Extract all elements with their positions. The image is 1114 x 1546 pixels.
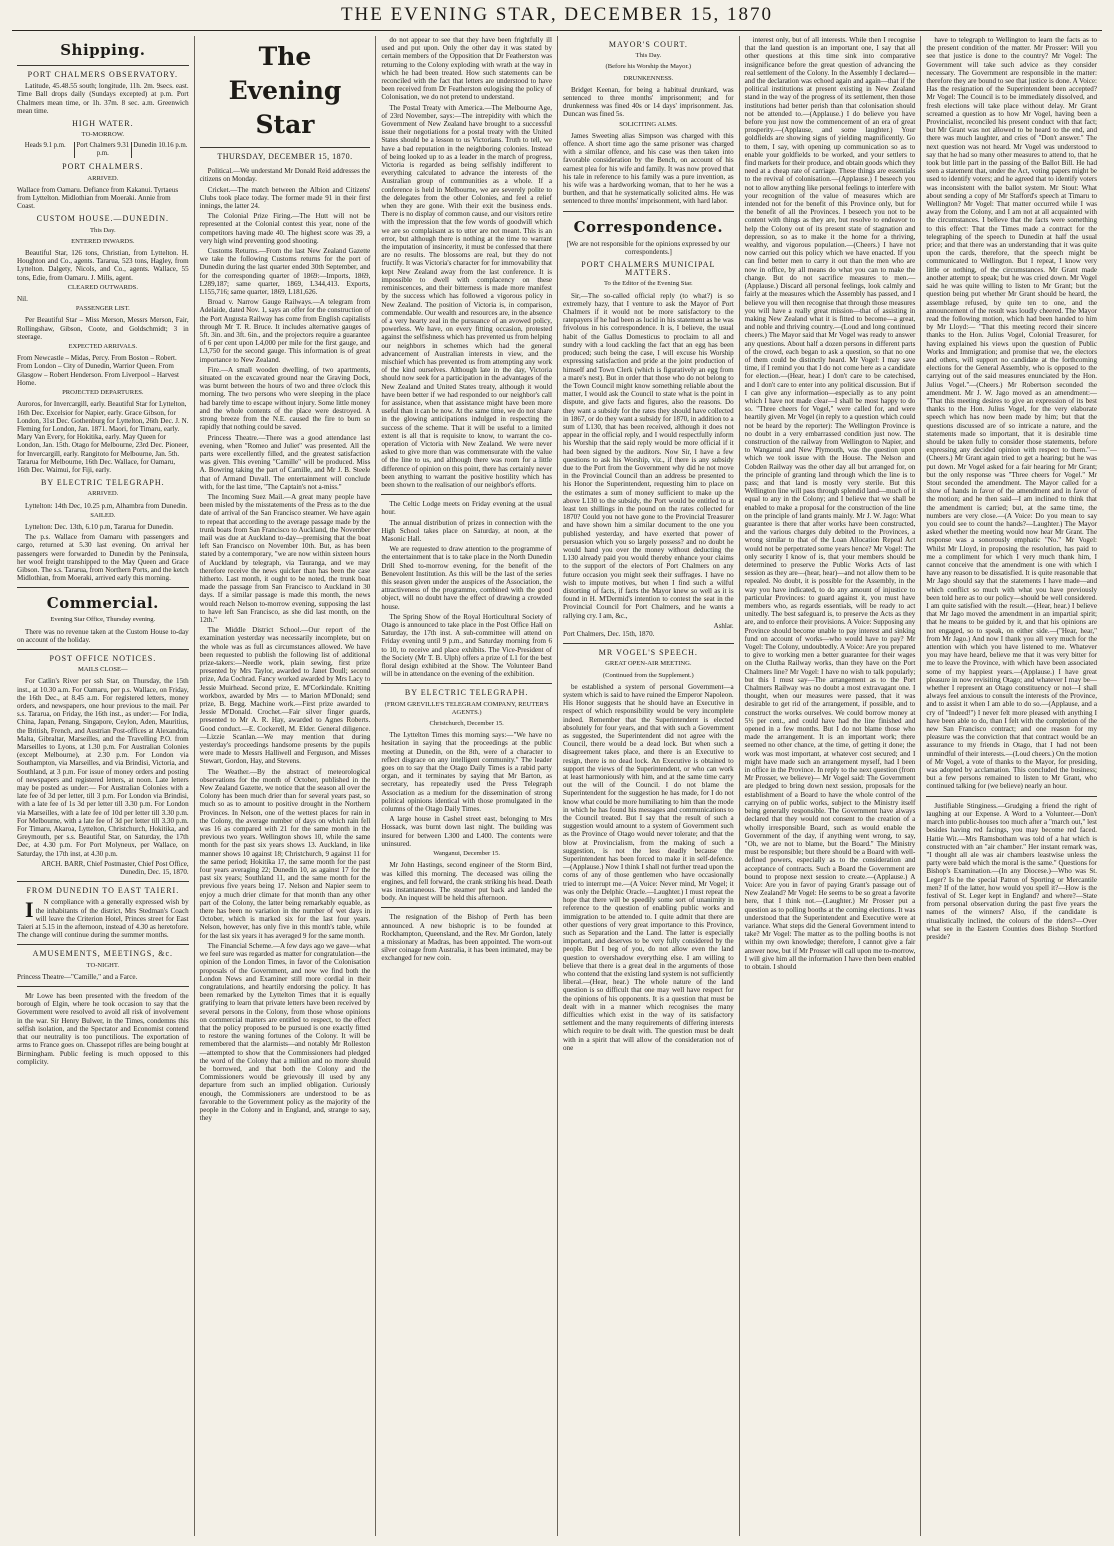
arrived-heading: PORT CHALMERS.	[62, 162, 144, 172]
electric-arrived-label: ARRIVED.	[87, 490, 119, 498]
electric-arrived-text: Lyttelton: 14th Dec, 10.25 p.m, Alhambra from Dunedin.	[25, 501, 188, 510]
commercial-office: Evening Star Office, Thursday evening.	[50, 616, 156, 624]
article-weather: The Weather.—By the abstract of meteorological observations for the month of October, published in the New Zealand Gazette, we notice that the season all over the Colony has been much drier than for several years past, so much so as to amount to positive drought in the Northern Provinces. In Nelson, one of the wettest places for rain in the Colony, the average number of days on which rain fell was 16 as compared with 21 for the same month in the previous two years. Wellington shows 10, while the same month for the past six years shows 13. Auckland, in like manner shows 10 against 18; Christchurch, 9 against 11 for the same period; Hokitika 17, the same month for the past four years averaging 22; Dunedin 10, as against 17 for the past six years; Southland 11, and the same month for the previous five years being 17. Nelson and Napier seem to enjoy a much drier climate for that month than any other part of the Colony, the latter being remarkably equable, as there has been no variation in the number of wet days in October, which is marked six for the last four years. Nelson, however, has only five in this month's table, while for the last six years it has averaged 9 for the same month.	[199, 767, 371, 940]
observatory-text: Latitude, 45.48.55 south; longitude, 11h. 2m. 9secs. east. Time Ball drops daily (Sundays excepted) at p.m. Port Chalmers mean time, or 1h. 37m. 8 sec. a.m. Greenwich mean time.	[17, 82, 189, 115]
passenger-label: PASSENGER LIST.	[75, 305, 130, 313]
telegraph-sub: (FROM GREVILLE'S TELEGRAM COMPANY, REUTER'S AGENTS.)	[384, 700, 549, 716]
correspondence-note: [We are not responsible for the opinions expressed by our correspondents.]	[566, 239, 731, 256]
article-celtic-lodge: The Celtic Lodge meets on Friday evening at the usual hour.	[381, 500, 552, 517]
divider	[381, 494, 552, 495]
projected-text: Auroros, for Invercargill, early. Beautiful Star for Lyttelton, 16th Dec. Excelsior for Napier, early. Grace Gibson, for London, 31st Dec. Gothenburg for Lyttelton, 26th Dec. J. N. Fleming for London, Jan. 1871. Maori, for Timaru, early. Mary Van Every, for Hokitika, early. May Queen for London, Jan. 15th. Otago for Melbourne, 23rd Dec. Pioneer, for Invercargill, early. Rangitoto for Melbourne, Jan. 5th. Tararua for Melbourne, 16th Dec. Wallace, for Oamaru, 16th Dec. Waimui, for Fiji, early.	[17, 400, 189, 474]
column-3	[375, 36, 557, 1536]
entered-text: Beautiful Star, 126 tons, Christian, from Lyttelton. H. Houghton and Co., agents. Tararua, 523 tons, Hagley, from Lyttelton. Dalgety, Nicols, and Co., agents. Wallace, 55 tons, Edie, from Oamaru. J. Mills, agent.	[17, 249, 189, 282]
masthead: THE EVENING STAR, DECEMBER 15, 1870	[12, 0, 1102, 31]
tide-heads: Heads 9.1 p.m.	[24, 142, 66, 150]
article-gauge: Broad v. Narrow Gauge Railways.—A telegram from Adelaide, dated Nov. 1, says an offer for the construction of the Port Augusta Railway has come from English capitalists through Mr T. R. Bruce. It includes alternative gauges of 5ft. 3in. and 3ft. 6in., and the projectors require a guarantee of 6 per cent upon L4,000 per mile for the first gauge, and L3,750 for the second gauge. This information is of great importance to New Zealand.	[199, 298, 371, 364]
cleared-text: Nil.	[17, 295, 28, 304]
letter-heading: PORT CHALMERS MUNICIPAL MATTERS.	[581, 260, 716, 278]
article-entertainment: We are requested to draw attention to the programme of the entertainment that is to take place in the North Dunedin Drill Shed to-morrow evening, for the benefit of the Benevolent Institution. As this will be the last of the series this season given under the auspices of the Association, the attractiveness of the programme, combined with the good object, will no doubt have the effect of drawing a crowded house.	[381, 545, 552, 611]
observatory-heading: PORT CHALMERS OBSERVATORY.	[27, 70, 178, 79]
divider	[563, 643, 734, 644]
divider	[17, 587, 189, 588]
column-4	[557, 36, 739, 1536]
article-prize-firing: The Colonial Prize Firing.—The Hutt will not be represented at the Colonial contest this year, none of the competitors having made 40. The highest score was 39, a very high wind preventing good shooting.	[199, 212, 371, 245]
article-financial: The Financial Scheme.—A few days ago we gave—what we feel sure was regarded as matter for congratulation—the opinion of the London Times, in favor of the Colonisation proposals of the Government, and now we find both the London News and Examiner still more cordial in their congratulations, and heartily endorsing the policy. It has been remarked by the Lyttelton Times that it is equally gratifying to learn that private letters have been received by several persons in the Colony, from those whose opinions on commercial matters are entitled to respect, to the effect that the policy proposed to be pursued is one exactly fitted to restore the waning fortunes of the Colony. It will be remembered that the alarmists—and notably Mr Rolleston—attempted to show that the Commissioners had pledged the word of the Colony that a million and no more should be borrowed, and that both the Colony and the Commissioners would be grievously ill used by any departure from such an implied obligation. Curiously enough, the Commissioners are understood to be as favorable to the Government policy as the majority of the people in the Colony and in England, and, strange to say, they	[199, 941, 371, 1123]
drunkenness-heading: DRUNKENNESS.	[623, 74, 674, 82]
divider	[17, 65, 189, 66]
taieri-heading: FROM DUNEDIN TO EAST TAIERI.	[26, 886, 180, 896]
article-school: The Middle District School.—Our report of the examination yesterday was necessarily incomplete, but on the whole was as full as circumstances allowed. We have been requested to publish the following list of additional prize-takers:—Needle work, plain sewing, first prize presented by Mrs Taylor, awarded to Janet Doull; second prize, Ada Cochrad. Fancy worked awarded by Mrs Lacy to Jessie Muirhead. Second prize, E. M'Corkindale. Knitting workbox, awarded by Mrs — to Marion M'Donald; send prize, B. Begg. Machine work.—First prize awarded to Jessie M'Donald. Crochet.—Fair silver finger guards, presented to Mr A. R. Hay, awarded to Agnes Roberts. Good conduct.—E. Cockerell, M. Elder. General diligence.—Lizzie Scanlan.—We may mention that during yesterday's proceedings handsome presents by the pupils were made to Messrs Halliwell and Ferguson, and Misses Stewart, Gordon, Hay, and Stevens.	[199, 626, 371, 766]
divider	[17, 649, 189, 650]
letter-date: Port Chalmers, Dec. 15th, 1870.	[563, 630, 655, 638]
letter-signature: Ashlar.	[713, 621, 734, 630]
shipping-heading: Shipping.	[60, 41, 146, 59]
entered-label: ENTERED INWARDS.	[71, 237, 135, 245]
divider	[17, 944, 189, 945]
taieri-text	[17, 898, 189, 939]
issue-date: THURSDAY, DECEMBER 15, 1870.	[217, 152, 353, 161]
divider	[200, 147, 371, 148]
paper-title: The Evening Star	[228, 42, 342, 139]
wanganui-text: Mr John Hastings, second engineer of the Storm Bird, was killed this morning. The deceased was oiling the engines, and fell forward, the crank striking his head. Death was instantaneous. The steamer put back and landed the body. An inquest will be held this afternoon.	[381, 861, 552, 903]
commercial-text: There was no revenue taken at the Custom House to-day on account of the holiday.	[17, 627, 189, 644]
electric-note: The p.s. Wallace from Oamaru with passengers and cargo, returned at 5.30 last evening. On arrival her passengers were forwarded to Dunedin by the Peninsula, her wool freight transhipped to the May Queen and Grace Gibson. The s.s. Tararua, from Northern Ports, and the ketch Midlothian, from Moeraki, arrived early this morning.	[17, 533, 189, 583]
tide-dunedin: Dunedin 10.16 p.m.	[131, 142, 189, 158]
cleared-label: CLEARED OUTWARDS.	[67, 283, 138, 291]
article-political: Political.—We understand Mr Donald Reid addresses the citizens on Monday.	[199, 167, 371, 184]
post-sub: MAILS CLOSE—	[78, 666, 128, 674]
tide-port-chalmers: Port Chalmers 9.31 p.m.	[74, 142, 132, 158]
article-postal-treaty: The Postal Treaty with America.—The Melbourne Age, of 23rd November, says:—The intrepidity with which the Government of New Zealand have brought to a successful issue their negotiations for a postal treaty with the United States should be a lesson to us Victorians. Truth to tell, we have a bad reputation in the neighboring colonies. Instead of being looked up to as a leader in the march of progress, Victoria is regarded as being selfishly indifferent to everything calculated to advance the interests of the Australian group of communities as a whole. If a conference is held in Melbourne, we are severely polite to the delegates from the other Colonies, and feel a relief when they are gone. With their exit the business ends. There is no display of common cause, and our visitors retire with the impression that the few words of goodwill which we are so complaisant as to utter are not meant. This is an error, but although there is nothing at the time to warrant the imputation of insincerity, it must be confessed that there are no results. The blossoms are real, but they do not fructify. It was Victoria's character for for immovability that kept New Zealand away from the last conference. It is impossible to dwell with complacency on these reminiscences, and their bitterness is made more manifest by the success which has followed a vigorous policy in New Zealand. The position of Victoria is, in comparison, commendable. Our wealth and resources are, in the absence of a very hearty zeal in the pursuance of an avowed policy, powerless. We have, on every fitting occasion, protested against the selfishness which has prevented us from helping our neighbors in schemes which had the general advancement of Australian interests in view, and the mischief which has prevented us from attempting any work of the kind ourselves. Although late in the day, Victoria should now seek for a participation in the advantages of the New Zealand and United States treaty, although it would have been better if we had responded to our neighbor's call for assistance, when that assistance might have been more useful than it can be now. At the same time, we do not share in the glowing anticipations indulged in respecting the success of the scheme. That it will be useful to a limited extent is all that is requisite to know, to warrant the co-operation of Victoria with New Zealand. We were never asked to give more than was commensurate with the value of the line to us, and although there was room for a little difference of opinion on this point, there has certainly never been anything to warrant the positive hostility which has been shown to the realisation of our neighbor's efforts.	[381, 103, 552, 489]
columns	[12, 36, 1102, 1536]
column-2	[194, 36, 376, 1536]
court-day: This Day.	[635, 52, 662, 60]
article-customs: Customs Returns.—From the last New Zealand Gazette we take the following Customs returns for the port of Dunedin during the last quarter ended 30th September, and for the corresponding quarter of 1869:—Imports, 1869, L289,187; same quarter, 1869, L344,413. Exports, L155,716; same quarter, 1869, L181,626.	[199, 247, 371, 297]
article-high-school: The annual distribution of prizes in connection with the High School takes place on Saturday, at noon, at the Masonic Hall.	[381, 518, 552, 543]
christchurch-text: The Lyttelton Times this morning says:—"We have no hesitation in saying that the proceedings at the public meeting at Dunedin, on the 8th, were of a character to reflect disgrace on any intelligent community." The leader goes on to say that the Otago Daily Times is a rabid party organ, and it terminates by saying that Mr Barton, as secretary, has repeatedly used the Press Telegraph Association as a medium for the dissemination of strong political opinions identical with those promulgated in the columns of the Otago Daily Times.	[381, 731, 552, 814]
letter-text: Sir,—The so-called official reply (to what?) is so extremely hazy, that I venture to ask the Mayor of Port Chalmers if it would not be more satisfactory to the ratepayers if he had been as lucid in his statement as he was frivolous in his correspondence. It is, I believe, the usual habit of the Gallus Domesticus to proclaim to all and sundry with a loud cackling the fact that an egg has been produced; such being the case, I will excuse his Worship expressing satisfaction and pride at the joint production of himself and Town Clerk (which is figuratively an egg from a mare's nest). But in order that those who do not belong to the Town Council might know something reliable about the matter, I would ask the Council to state what is the point in dispute, and give facts and figures, also the reasons. Do they want a subsidy for the rates they should have collected in 1867, or do they want a subsidy for 1870, in addition to a sum of L130, that has been received, although it does not appear in the official reply, and I would respectfully inform his Worship that the said reply would be more official if it had been signed by the auditors. Now Sir, I have a few questions to ask his Worship, viz., if there is any subsidy due to the Port from the Government why did he not move in the Provincial Council than an address be presented to his Honor the Superintendent, requesting him to place on the estimates a sum of money sufficient to make up the above L130 to the subsidy, the Port would be entitled to at least ten shillings in the pound on the rates collected for 1870? Could you not have gone to the Provincial Treasurer and have shown him a similar document to the one you published yesterday, and have exerted that power of persuasion which you so largely possess? and no doubt he would hand you over the money without deducting the L130 already paid you would thereby enhance your claims to the support of the electors of Port Chalmers on any future occasion you might seek their suffrages. I have no wish to impute motives, but when I find such a wilful distorting of facts, if facts the Mayor knew so well as it is found in H. M'Dermid's intention to contest the seat in the Provincial Council for Port Chalmers, and he wants a rallying cry. I am, &c.,	[563, 291, 734, 620]
electric-sailed-text: Lyttelton: Dec. 13th, 6.10 p.m, Tararua for Dunedin.	[25, 522, 174, 531]
wanganui-dateline: Wanganui, December 15.	[433, 850, 501, 858]
divider	[381, 683, 552, 684]
speech-text-end: have to telegraph to Wellington to learn the facts as to the present condition of the matter. Mr Prosser: Will you see that justice is done to the country? Mr Vogel: The Government will take such advice as they consider necessary. The Government are responsible in the matter: therefore they are bound to see that justice is done. A Voice: Has the resignation of the Superintendent been accepted? Mr Vogel: The Council is to be immediately dissolved, and fresh elections will take place without delay. Mr Grant screamed a question as to how Mr Vogel, having been a Provincialist, reconciled his present conduct with that fact; but Mr Grant was not allowed to be heard to the end, and there was much laughter, and cries of "Don't answer." The next question was not heard. Mr Vogel was understood to say that he had so many other measures to attend to, that he took but little part in the passing of the Ballot Bill. He had seen a statement that, under the Act, voting papers might be used to identify voters; and he agreed that to identify voters was inconsistent with the ballot system. Mr Stout: What about sending a copy of Mr Stafford's speech at Timaru to Wellington? Mr Vogel: That matter occurred while I was away from the Colony, and I am not at all acquainted with the circumstances. I believe that the facts were something to this effect: That the Times made a contract for the telegraphing of the speech to Dunedin at half the usual price; and that there was an understanding that it was quite upon the cards, therefore, that the speech might be communicated to Wellington. But I repeat, I know very little or nothing, of the circumstances. Mr Grant made another attempt to speak; but he was cried down. Mr Vogel said he was quite willing to listen to Mr Grant; but the question being put whether Mr Grant should be heard, the assemblage refused, by quite ten to one, and the announcement of the result was loudly cheered. The Mayor read the following motion, which had been handed to him by Mr Lloyd:— "That this meeting record their sincere thanks to the Hon. Julius Vogel, Colonial Treasurer, for having explained his views upon the question of Public Works and Immigration; and promise that we, the electors and others, will support no candidate at the forthcoming elections for the General Assembly, who is opposed to the carrying out of the said measures enunciated by the Hon. Julius Vogel."—(Cheers.) Mr Robertson seconded the amendment. Mr J. W. Jago moved as an amendment:— "That this meeting desires to give an expression of its best thanks to the Hon. Julius Vogel, for the very elaborate speech which has now been made by him; but that the questions discussed are of so intricate a nature, and the statements made so important, that it is desirable time should be taken fully to consider those statements, before expressing any decided opinion with respect to them."—(Cheers.) Mr Grant again tried to get a hearing; but he was put down. Mr Vogel asked for a fair hearing for Mr Grant; but the only response was "Three cheers for Vogel." Mr Stout seconded the amendment. The Mayor called for a show of hands in favor of the amendment and in favor of the motion; and he then said—I am inclined to think that the amendment is carried; but, at the same time, the numbers are very close.—(A Voice: Do you mean to say you could see to count the hands?—Laughter.) The Mayor asked whether the meeting would now hear Mr Grant. The response was a sonorously emphatic "No." Mr Vogel: Whilst Mr Lloyd, in proposing the resolution, has paid to me a compliment for which I very much thank him, I cannot conceive that the amendment is one with which I have any reason to be dissatisfied. It is quite reasonable that Mr Jago should say that the statements I have made—and which conflict so much with what you have previously been told here as to our policy—should be well considered. I am quite satisfied with the result.—(Hear, hear.) I believe that Mr Jago moved the amendment in an impartial spirit; that he means to be guided by it, and that his opinions are not engaged, so to speak, on either side.—("Hear, hear," from Mr Jago.) And now I thank you all very much for the attention with which you have listened to me. Whatever you may have heard, believe me that it was very bitter for me to leave the Province, with which have been associated some of my happiest years.—(Applause.) I have great pleasure in now revisiting Otago; and whatever I may be—whether I represent an Otago constituency or not—I shall always feel anxious to consult the interests of the Province, and to assist it when I am able to do so.—(Applause, and a cry of "Indeed!") I never felt more pleased with anything I have been able to do, than I felt with the completion of the new San Francisco contract; and one reason for my pleasure was the conviction that that contract would be an assurance to my friends in Otago, that I had not been unmindful of their interests.—(Loud cheers.) On the motion of Mr Vogel, a vote of thanks to the Mayor, for presiding, was adopted by acclamation. This concluded the business; but a few persons remained to listen to Mr Grant, who continued talking for (we believe) nearly an hour.	[926, 36, 1098, 791]
telegraph-heading: BY ELECTRIC TELEGRAPH.	[404, 688, 529, 698]
lowe-text: Mr Lowe has been presented with the freedom of the borough of Elgin, where he took occasion to say that the Government were resolved to avoid all risk of involvement in the war. Sir Henry Bulwer, in the Times, condemns this selfish isolation, and the Spectator and Economist contend that our neutrality is too punctilious. The exportation of arms to France goes on. Chassepot rifles are being bought at Birmingham. Public feeling is much opposed to this complicity.	[17, 992, 189, 1066]
speech-sub: GREAT OPEN-AIR MEETING.	[605, 660, 692, 668]
column-1	[12, 36, 194, 1536]
christchurch-text-2: A large house in Cashel street east, belonging to Mrs Hossack, was burnt down last night. The building was insured for between L300 and L400. The contents were uninsured.	[381, 815, 552, 848]
article-continued: do not appear to see that they have been frightfully ill used and put upon. Only the other day it was stated by certain members of the Opposition that Dr Featherston was returning to the Colony exploding with wrath at the way in which he had been treated. How such statements can be reconciled with the fact that letters are understood to have been received from Dr Featherston eulogising the policy of Colonisation, we do not pretend to understand.	[381, 36, 552, 102]
amusements-sub: TO-NIGHT.	[86, 961, 120, 969]
commercial-heading: Commercial.	[46, 594, 159, 613]
article-bishop: The resignation of the Bishop of Perth has been announced. A new bishopric is to be founded at Rockhampton, Queensland, and the Rev. Mr Gordon, lately a missionary at Madras, has been appointed. The worn-out silver coinage from Australia, it has been intimated, may be exchanged for new coin.	[381, 913, 552, 963]
speech-text: be established a system of personal Government—a system which is said to have ruined the Emperor Napoleon. His Honor suggests that he should have an Executive in respect of which responsibility would be very incomplete indeed. Remember that the Superintendent is elected absolutely for four years, and that with such a Government as suggested, the Superintendent did not agree with the Council, there would be a dead lock. But when such a disagreement takes place, and there is an Executive to resign, there is no dead lock. An Executive is obtained to support the views of the Superintendent, or who can work at least harmoniously with him, and at the same time carry out the will of the Council. I do not blame the Superintendent for the suggestion he has made, for I do not know what could be more humiliating to him than the mode in which he has found his messages and communications to the Council treated. But I say that the result of such a suggestion would amount to a system of Government such as the Province of Otago would never tolerate; and that the blow at Provincialism, from the making of such a suggestion, is not the less deadly because the Superintendent has been forced to make it in self-defence.—(Applause.) Now I think I shall not further tread upon the corns of any of those gentlemen who have occasionally tried to interrupt me.—(A Voice: Never mind, Mr Vogel; it was only the Delphic Oracle.—Laughter.) I must repeat the hope that there will be speedily some sort of unanimity in reference to the question of enabling public works and immigration to be attended to. I quite admit that there are other questions of very great importance to this Province, such as Separation and the Land. The latter is especially important, and deserves to be very fully considered by the people. But I beg of you, do not allow even the land question to overshadow everything else. I am willing to believe that there is a great deal in the arguments of those who contend that the existing land system is not sufficiently liberal.—(Hear, hear.) The whole nature of the land question is so difficult that one may well have respect for the opinions of his opponents. It is a question that must be dealt with in a manner which recognises the many difficulties which exist in the way of its satisfactory settlement and the many requirements of differing interests which require to be dealt with. The question must be dealt with in a spirit that will allow of the consideration not of one	[563, 682, 734, 1052]
passenger-text: Per Beautiful Star – Miss Merson, Messrs Merson, Fair, Rollingshaw, Gibson, Coote, and Goldschmidt; 3 in steerage.	[17, 316, 189, 341]
electric-sailed-label: SAILED.	[90, 511, 116, 519]
correspondence-heading: Correspondence.	[573, 217, 724, 236]
divider	[17, 986, 189, 987]
customs-day: This Day.	[90, 226, 116, 234]
post-heading: POST OFFICE NOTICES.	[49, 653, 157, 663]
post-text: For Catlin's River per ssh Star, on Thursday, the 15th inst., at 10.30 a.m. For Oamaru, per p.s. Wallace, on Friday, the 16th Dec., at 8.45 a.m. For registered letters, money orders, and newspapers, one hour previous to the mail. Per s.s. Tararua, on Friday, the 16th inst., as under:— For India, China, Japan, Penang, Singapore, Ceylon, Aden, Mauritius, the British, French, and Austrian Post-offices at Alexandria, Malta, Gibraltar, Marseilles, and the Travelling P.O. from Marseilles to Lyons, at 1.30 p.m. For Australian Colonies (except Melbourne), at 2.30 p.m. For London via Southampton, via Marseilles, and via Brindisi, Victoria, and Southland, at 3 p.m. For issue of money orders and posting of newspapers and registered letters, at noon. Late letters may be posted as under:— For Australian Colonies with a late fee of 3d per letter, till 3 p.m. For London via Brindisi, with a late fee of 1s 3d per letter till 3.30 p.m. For London via Marseilles, with a late fee of 10d per letter till 3.30 p.m. For Melbourne, with a late fee of 3d per letter till 3.30 p.m. For Timaru, Akaroa, Lyttelton, Christchurch, Hokitika, and Greymouth, per s.s. Beautiful Star, on Saturday, the 17th Dec, at 4.30 p.m. For Port Molyneux, per Wallace, on Saturday, the 17th inst, at 4.30 p.m.	[17, 677, 189, 858]
electric-heading: BY ELECTRIC TELEGRAPH.	[41, 478, 165, 488]
miscellany-text: Justifiable Stinginess.—Grudging a friend the right of laughing at our Expense. A Word to a Volunteer.—Don't march into public-houses too much after a "march out," lest besides having red facings, you may become red faced. Hattie Wit.—Mrs Ramsbotham was told of a hat which is constructed with an "air chamber." Her instant remark was, "I thought all ale was air chambers leastwise unless the party were bald which the moral is the same." Questions for Bishop's Examination.—(In any Diocese.)—Who was St. Leger? Is he the special Patron of Sporting or Mercantile men? If of the latter, how would you spell it?—How is the festival of St. Leger kept in England? and where?—State from personal observation during the past five years the names of the winners? Also, if the candidate is ritualistically inclined, the colours of the riders?—Over what see in the Eastern Counties does Bishop Stortford preside?	[926, 801, 1098, 941]
divider	[17, 881, 189, 882]
high-water-heading: HIGH WATER.	[72, 119, 134, 129]
speech-heading: MR VOGEL'S SPEECH.	[598, 648, 698, 658]
amusements-heading: AMUSEMENTS, MEETINGS, &c.	[32, 949, 173, 959]
drunkenness-text: Bridget Keenan, for being a habitual drunkard, was sentenced to three months' imprisonment; and for drunkenness was fined 40s or 14 days' imprisonment. Jas. Duncan was fined 5s.	[563, 85, 734, 119]
column-6	[920, 36, 1102, 1536]
court-before: (Before his Worship the Mayor.)	[605, 63, 692, 71]
soliciting-heading: SOLICITING ALMS.	[619, 120, 678, 128]
letter-to: To the Editor of the Evening Star.	[603, 280, 693, 288]
soliciting-text: James Sweeting alias Simpson was charged with this offence. A short time ago the same prisoner was charged with a similar offence, and his case was then taken into favorable consideration by the Bench, on account of his earnest plea for his wife and family. It was now proved that his tale in reference to his family was a pure invention, as his wife was a hardworking woman, that to her he was a burthen, and that he systematically solicited alms. He was sentenced to three months' imprisonment, with hard labor.	[563, 131, 734, 206]
drop-cap: I	[25, 897, 34, 923]
article-cricket: Cricket.—The match between the Albion and Citizens' Clubs took place today. The former made 91 in their first innings, the latter 24.	[199, 185, 371, 211]
article-fire: Fire.—A small wooden dwelling, of two apartments, situated on the excavated ground near the Graving Dock, was burnt between the hours of two and three o'clock this morning. The two persons who were sleeping in the place had barely time to escape without injury. Some little money and the whole contents of the place were destroyed. A strong breeze from the N.E. caused the fire to burn so rapidly that nothing could be saved.	[199, 365, 371, 432]
customs-heading: CUSTOM HOUSE.—DUNEDIN.	[36, 214, 169, 224]
post-signature: ARCH. BARR, Chief Postmaster, Chief Post Office, Dunedin, Dec. 15, 1870.	[41, 859, 189, 877]
amusements-text: Princess Theatre—"Camille," and a Farce.	[17, 972, 138, 981]
divider	[563, 211, 734, 212]
divider	[926, 796, 1097, 797]
speech-text-continued: interest only, but of all interests. While then I recognise that the land question is an important one, I say that all other questions at this time sink into comparative insignificance before the great question of advancing the real settlement of the Colony. In the Assembly I declared—and the declaration was echoed again and again—that if the political institutions at present existing in New Zealand stand in the way of the progress of its settlement, then those institutions had better perish than that colonisation should not be attended to.—(Applause.) I do believe you have before you just now the commencement of an era of great prosperity.—(Applause, and some laughter.) Your goldfields are showing signs of yielding magnificently. Go to them, I say, with opening up communication so as to enable your goldfields to be worked, and your settlers to find markets for their produce, and obtain goods which they need at a cheap rate of carriage. These things are essentials to the revival of colonisation.—(Applause.) I beseech you not to allow anything like personal feelings to interfere with your recognition of the value of measures which are intended not for the benefit of this Province only, but for the benefit of all the Provinces. I beseech you not to be content with things as they are, but resolve to endeavor to help the Colony out of its present state of stagnation and depression, so as to make it the home for a thriving, wealthy, and vigorous population.—(Cheers.) I have not now carried out this policy which we have enacted. If you can find better men to carry it out than the men who are now in office, by all means do what you can to make the change. But do not sacrifice measures to men.—(Applause.) Discard all personal feelings, look calmly and fairly at the measures which the Assembly has passed, and I believe you will then recognise that through those measures you will have a really great mission—that of assisting in making New Zealand what it is fitted to become—a great, and noble and thriving country.—(Loud and long continued cheers.) The Mayor said that Mr Vogel was ready to answer any questions. About half a dozen persons in different parts of the crowd, each began to ask a question, so that no one of them could be distinctly heard. Mr Vogel: I may save time, if I remind you that I do not come here as a candidate for election.—(Hear, hear.) I don't care to be catechised, and I don't care to enter into any political discussion. But if I can give any information—especially as to any point which I have not made clear—I shall be most happy to do so. "Three cheers for Vogel," were called for, and were heartily given. Mr Vogel (in reply to a question which could not be heard by the reporter): The Wellington Province is no doubt in a very embarrassed condition just now. The construction of the railway from Wellington to Napier, and to Wanganui and New Plymouth, was the question upon which we took issue with the House. The Nelson and Cobden Railway was the other day all but arranged for, on the principle of granting land through which the line is to pass; and that land is mostly very sterile. But this Wellington line will pass through splendid land—much of it equal to any in the Colony; and I believe that we shall be enabled to make a proposal for the construction of the line on the principle of land grants mainly. Mr J. W. Jago: What guarantee is there that after works have been constructed, and the various charges duly debited to the Provinces, a wrong similar to that of the Loan Allocation Repeal Act would not be perpetrated some years hence? Mr Vogel: The only security I know of is, that your members should be determined to preserve the Public Works Acts of last session as they are—(hear, hear)—and not allow them to be repealed. No doubt, it is possible for the Assembly, in the way you have indicated, to do any amount of injustice to particular Provinces: to guard against it, you must have members who, as regards essentials, will be ready to act unitedly. The best safeguard is, to preserve the Acts as they are, and to enforce their provisions. A Voice: Supposing any Province should become unable to pay interest and sinking fund on account of works—who would have to pay? Mr Vogel: The Colony, undoubtedly. A Voice: Are you prepared to give to working men a better guarantee for their wages on the Clutha Railway works, than they have on the Port Chalmers line? Mr Vogel: I have no wish to talk popularly; but this I must say—The arrangement as to the Port Chalmers Railway was no doubt a most extravagant one. I thought, when our measures were passed, that it was desirable to get rid of the arrangement, if possible, and to construct the works ourselves. We could borrow money at 5½ per cent., and could have had the line finished and opened in a few months. But I do not blame those who made the arrangement. It is an important work; there seemed no other chance, at the time, of getting it done; the work was most important, at whatever cost secured; and I might have made such an arrangement myself, had I been in office in the Province. In reply to the next question (from Mr Prosser, we believe)— Mr Vogel said: The Government are pledged to bring down next session, proposals for the establishment of a Board to have the whole control of the carrying on of public works, subject to the Ministry itself being generally responsible. The Government have always declared that they would not consent to the creation of a wholly irresponsible Board, such as would enable the Government of the day, if anything went wrong, to say, "Oh, we are not to blame, but the Board." The Ministry must be responsible; but there should be a Board with well-defined powers, especially as to the consideration and acceptance of contracts. Such a Board the Government are bound to propose next session to create.—(Applause.) A Voice: Are you in favor of paying Grant's passage out of New Zealand? Mr Vogel: He seems to be so great a favorite here, that I think not.—(Laughter.) Mr Prosser put a question as to polling booths at the coming elections. It was understood that the Superintendent and Executive were at variance. What steps did the General Government intend to take? Mr Vogel: The matter as to the polling booths is not within my own knowledge; therefore, I cannot give a fair answer now, but if Mr Prosser will call upon me to-morrow, I will give him all the information I have then been enabled to obtain. I should	[744, 36, 916, 971]
article-spring-show: The Spring Show of the Royal Horticultural Society of Otago is announced to take place in the Post Office Hall on Saturday, the 17th inst. A sub-committee will attend on Friday evening until 9 p.m., and Saturday morning from 6 to 10, to receive and place exhibits. The Vice-President of the Society (Mr T. B. Ulph) offers a prize of L1 for the best floral design exhibited at the Show. The Volunteer Band will be in attendance on the evening of the exhibition.	[381, 612, 552, 679]
expected-text: From Newcastle – Midas, Percy. From Boston – Robert. From London – City of Dunedin, Warrior Queen. From Glasgow – Robert Henderson. From Liverpool – Harvest Home.	[17, 354, 179, 387]
projected-label: PROJECTED DEPARTURES.	[62, 389, 144, 397]
court-heading: MAYOR'S COURT.	[608, 40, 688, 49]
christchurch-dateline: Christchurch, December 15.	[429, 720, 504, 728]
article-theatre: Princess Theatre.—There was a good attendance last evening, when "Romeo and Juliet" was presented. All the parts were excellently filled, and the greatest satisfaction was given. This evening "Camille" will be produced. Miss A. Bowring taking the part of Camille, and Mr J. B. Steele that of Armand Duvall. The entertainment will conclude with, for the last time, "The Captain's not a-miss."	[199, 433, 371, 491]
speech-continued: (Continued from the Supplement.)	[602, 671, 694, 679]
tide-table	[17, 142, 189, 158]
expected-label: EXPECTED ARRIVALS.	[68, 343, 138, 351]
divider	[381, 907, 552, 908]
article-suez-mail: The Incoming Suez Mail.—A great many people have been misled by the misstatements of the Press as to the due date of arrival of the San Francisco steamer. We have again to repeat that according to the average passage made by the trunk boats from San Francisco to Auckland, the November mail was due at Auckland to-day—premising that the boat left San Francisco on November 10th. But, as has been stated by a contemporary, "we are now within sixteen hours of Auckland by telegraph, via Tauranga, and we may therefore receive the news quicker than has been the case hitherto. Last month, it ought to be noted, the trunk boat made the passage from San Francisco to Auckland in 30 days. If a similar passage is made this month, the news would reach Nelson to-morrow evening, supposing the last to have left San Francisco, as she did last month, on the 12th."	[199, 492, 371, 624]
tomorrow-label: TO-MORROW.	[81, 131, 124, 139]
taieri-body: N compliance with a generally expressed wish by the inhabitants of the district, Mrs Stedman's Coach will leave the Criterion Hotel, Princes street for East Taieri at 5.15 in the afternoon, instead of 4.30 as heretofore. The change will continue during the summer months.	[17, 898, 189, 940]
arrived-text: Wallace from Oamaru. Defiance from Kakanui. Tyrtaeus from Lyttelton. Midlothian from Moeraki. Annie from Coast.	[17, 185, 179, 211]
column-5	[739, 36, 921, 1536]
arrived-label: ARRIVED.	[87, 174, 119, 182]
